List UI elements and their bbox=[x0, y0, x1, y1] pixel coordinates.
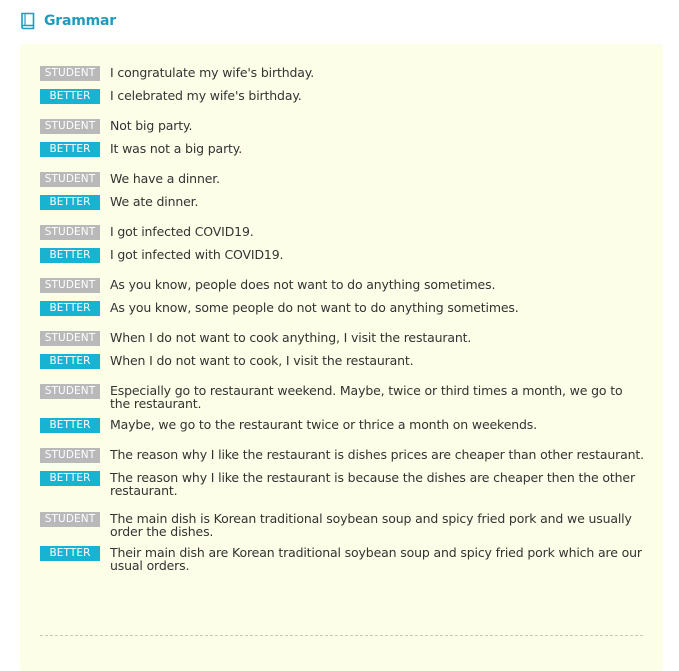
student-badge: STUDENT bbox=[40, 278, 100, 293]
better-row bbox=[40, 354, 650, 369]
better-row bbox=[40, 89, 650, 104]
better-badge: BETTER bbox=[40, 142, 100, 157]
student-badge: STUDENT bbox=[40, 66, 100, 81]
student-row bbox=[40, 172, 650, 187]
better-badge: BETTER bbox=[40, 195, 100, 210]
student-sentence: I got infected COVID19. bbox=[110, 224, 254, 239]
student-sentence: When I do not want to cook anything, I visit the restaurant. bbox=[110, 330, 472, 345]
correction-pair bbox=[40, 119, 650, 157]
better-sentence: We ate dinner. bbox=[110, 194, 199, 209]
student-sentence: The reason why I like the restaurant is dishes prices are cheaper than other restaurant. bbox=[110, 447, 644, 462]
better-badge: BETTER bbox=[40, 248, 100, 263]
student-badge: STUDENT bbox=[40, 331, 100, 346]
correction-pair bbox=[40, 172, 650, 210]
better-row bbox=[40, 301, 650, 316]
correction-pair bbox=[40, 512, 650, 572]
correction-pair bbox=[40, 448, 650, 497]
section-title: Grammar bbox=[44, 13, 116, 29]
correction-pair bbox=[40, 331, 650, 369]
better-row bbox=[40, 471, 650, 497]
better-badge: BETTER bbox=[40, 418, 100, 433]
student-sentence: I congratulate my wife's birthday. bbox=[110, 65, 315, 80]
student-sentence: Not big party. bbox=[110, 118, 193, 133]
better-sentence: I got infected with COVID19. bbox=[110, 247, 284, 262]
corrections-list bbox=[40, 66, 650, 587]
correction-pair bbox=[40, 225, 650, 263]
better-row bbox=[40, 195, 650, 210]
student-badge: STUDENT bbox=[40, 448, 100, 463]
student-row bbox=[40, 448, 650, 463]
student-row bbox=[40, 278, 650, 293]
student-badge: STUDENT bbox=[40, 172, 100, 187]
student-row bbox=[40, 384, 650, 410]
better-badge: BETTER bbox=[40, 354, 100, 369]
better-row bbox=[40, 546, 650, 572]
student-sentence: We have a dinner. bbox=[110, 171, 220, 186]
student-row bbox=[40, 119, 650, 134]
better-sentence: I celebrated my wife's birthday. bbox=[110, 88, 302, 103]
better-sentence: It was not a big party. bbox=[110, 141, 243, 156]
better-row bbox=[40, 248, 650, 263]
student-sentence: As you know, people does not want to do anything sometimes. bbox=[110, 277, 496, 292]
correction-pair bbox=[40, 384, 650, 433]
better-sentence: Maybe, we go to the restaurant twice or thrice a month on weekends. bbox=[110, 417, 537, 432]
grammar-section-header bbox=[19, 10, 116, 32]
student-sentence: Especially go to restaurant weekend. Maybe, twice or third times a month, we go to the restaurant. bbox=[110, 383, 623, 411]
correction-pair bbox=[40, 278, 650, 316]
better-sentence: The reason why I like the restaurant is because the dishes are cheaper then the other restaurant. bbox=[110, 470, 635, 498]
correction-pair bbox=[40, 66, 650, 104]
book-icon bbox=[19, 11, 37, 31]
section-divider bbox=[40, 635, 643, 636]
corrections-panel bbox=[20, 44, 663, 671]
better-badge: BETTER bbox=[40, 471, 100, 486]
student-row bbox=[40, 512, 650, 538]
better-sentence: As you know, some people do not want to do anything sometimes. bbox=[110, 300, 519, 315]
student-row bbox=[40, 225, 650, 240]
better-row bbox=[40, 142, 650, 157]
better-badge: BETTER bbox=[40, 89, 100, 104]
student-row bbox=[40, 331, 650, 346]
student-badge: STUDENT bbox=[40, 225, 100, 240]
student-badge: STUDENT bbox=[40, 384, 100, 399]
better-sentence: Their main dish are Korean traditional soybean soup and spicy fried pork which are our usual orders. bbox=[110, 545, 642, 573]
student-row bbox=[40, 66, 650, 81]
better-sentence: When I do not want to cook, I visit the restaurant. bbox=[110, 353, 414, 368]
student-badge: STUDENT bbox=[40, 512, 100, 527]
better-row bbox=[40, 418, 650, 433]
student-sentence: The main dish is Korean traditional soybean soup and spicy fried pork and we usually order the dishes. bbox=[110, 511, 632, 539]
better-badge: BETTER bbox=[40, 546, 100, 561]
student-badge: STUDENT bbox=[40, 119, 100, 134]
better-badge: BETTER bbox=[40, 301, 100, 316]
